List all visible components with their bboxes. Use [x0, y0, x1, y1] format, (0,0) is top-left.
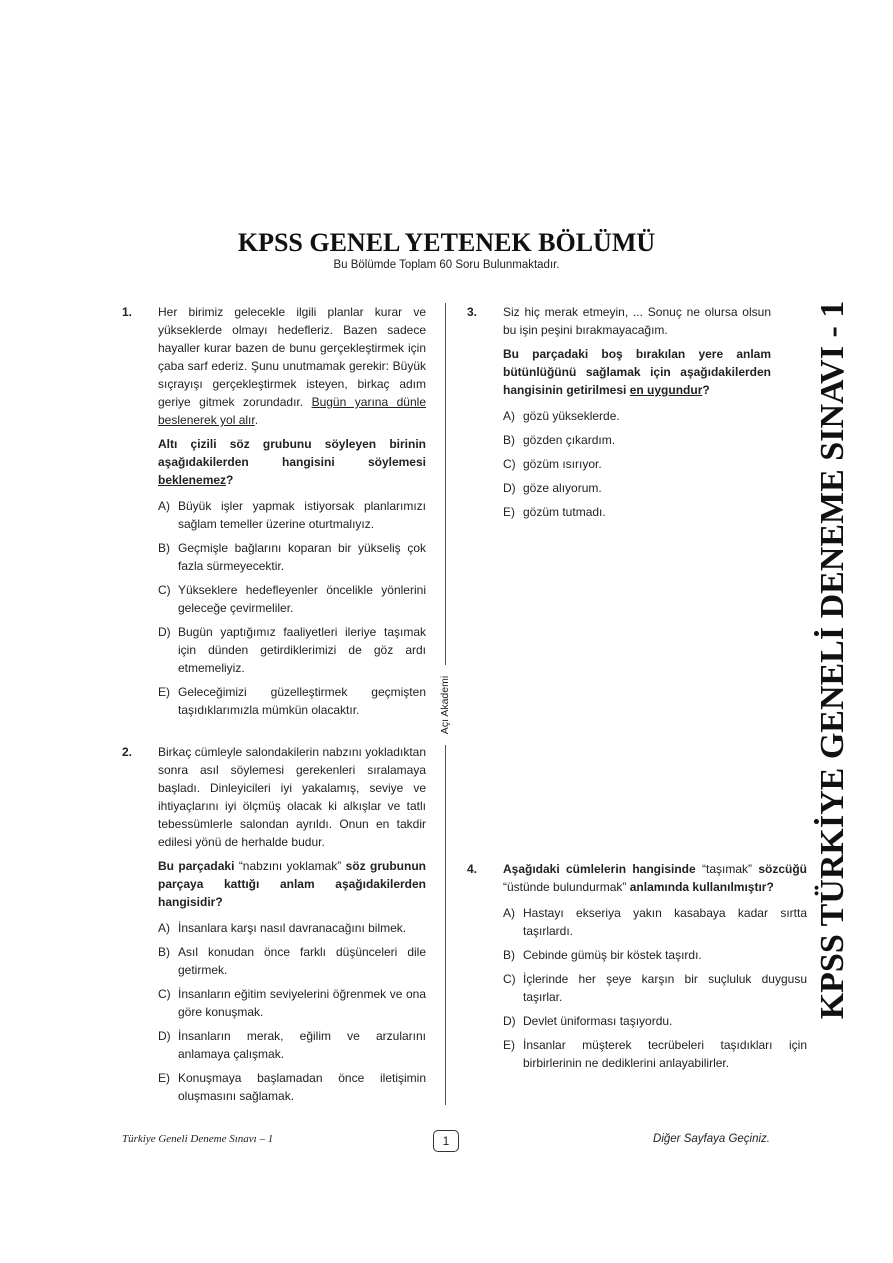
option-text: İnsanlara karşı nasıl davranacağını bilmek. [178, 921, 407, 935]
option-c[interactable] [503, 970, 807, 1006]
option-letter: B) [503, 948, 515, 962]
question-number: 1. [122, 305, 133, 319]
question-text: Birkaç cümleyle salondakilerin nabzını yokladıktan sonra asıl söylemesi gerekenleri sıralamaya başladı. Dinleyicileri iyi yakalamış, seviye ve ihtiyaçlarını iyi ölçmüş olacak ki alkışlar ve tatlı tebessümlerle salondan ayrıldı. Onun en takdir edilesi yönü de herhalde budur. [158, 745, 426, 849]
prompt-quote: “nabzını yoklamak” [238, 859, 342, 873]
question-text-end: . [254, 413, 259, 427]
publisher-watermark: Açı Akademi [439, 675, 451, 735]
question-prompt [503, 345, 771, 399]
option-letter: E) [503, 505, 515, 519]
answer-options [158, 497, 426, 719]
option-e[interactable] [158, 683, 426, 719]
option-letter: A) [503, 906, 515, 920]
option-b[interactable] [158, 539, 426, 575]
option-letter: E) [158, 1071, 170, 1085]
page-subtitle: Bu Bölümde Toplam 60 Soru Bulunmaktadır. [333, 259, 560, 271]
option-letter: C) [503, 972, 516, 986]
option-a[interactable] [503, 904, 807, 940]
question-1 [122, 303, 426, 719]
next-page-note: Diğer Sayfaya Geçiniz. [653, 1133, 770, 1145]
option-text: İnsanlar müşterek tecrübeleri taşıdıkları için birbirlerinin ne dediklerini anlayabilirler. [523, 1038, 807, 1070]
option-a[interactable] [503, 407, 771, 425]
option-a[interactable] [158, 919, 426, 937]
right-column [467, 303, 807, 1070]
prompt-part: söz grubunun parçaya kattığı anlam aşağıdakilerden hangisidir? [158, 859, 426, 909]
option-a[interactable] [158, 497, 426, 533]
option-letter: B) [158, 945, 170, 959]
option-letter: B) [503, 433, 515, 447]
option-letter: B) [158, 541, 170, 555]
option-d[interactable] [158, 623, 426, 677]
answer-options [158, 919, 426, 1105]
question-text-plain: Her birimiz gelecekle ilgili planlar kurar ve yükseklerde olmayı hedefleriz. Bazen sadece hayaller kurar bazen de bunu gerçekleştirmek için çaba sarf ederiz. Şunu unutmamak gerekir: Büyük sıçrayışı gerçekleştirmek isteyen, birkaç adım geriye gitmek zorundadır. [158, 305, 426, 409]
prompt-part: sözcüğü [758, 862, 807, 876]
option-text: Hastayı ekseriya yakın kasabaya kadar sırtta taşırlardı. [523, 906, 807, 938]
answer-options [503, 407, 771, 521]
prompt-part: Bu parçadaki [158, 859, 235, 873]
prompt-end: ? [702, 383, 710, 397]
question-3 [467, 303, 771, 521]
option-text: gözüm ısırıyor. [523, 457, 602, 471]
option-c[interactable] [158, 985, 426, 1021]
option-text: gözü yükseklerde. [523, 409, 620, 423]
prompt-underlined: beklenemez [158, 473, 227, 487]
page-title: KPSS GENEL YETENEK BÖLÜMÜ [237, 228, 656, 257]
option-e[interactable] [503, 503, 771, 521]
prompt-quote: “üstünde bulundurmak” [503, 880, 627, 894]
question-4 [467, 860, 807, 1078]
prompt-underlined: en uygundur [629, 383, 703, 397]
option-text: Cebinde gümüş bir köstek taşırdı. [523, 948, 702, 962]
option-letter: C) [503, 457, 516, 471]
option-text: İnsanların merak, eğilim ve arzularını anlamaya çalışmak. [178, 1029, 426, 1061]
page-number: 1 [433, 1130, 459, 1152]
prompt-end: ? [226, 473, 234, 487]
prompt-part: anlamında kullanılmıştır? [629, 880, 774, 894]
option-d[interactable] [503, 1012, 807, 1030]
column-divider-bottom [445, 745, 446, 1105]
option-text: Büyük işler yapmak istiyorsak planlarımızı sağlam temeller üzerine oturtmalıyız. [178, 499, 426, 531]
option-text: Geçmişle bağlarını koparan bir yükseliş çok fazla sürmeyecektir. [178, 541, 426, 573]
option-text: Bugün yaptığımız faaliyetleri ileriye taşımak için dünden getirdiklerimizi de göz ardı etmemeliyiz. [178, 625, 426, 675]
option-b[interactable] [503, 431, 771, 449]
option-b[interactable] [503, 946, 807, 964]
underlined-phrase: Bugün yarına dünle beslenerek yol alır [158, 395, 426, 427]
option-text: Asıl konudan önce farklı düşünceleri dile getirmek. [178, 945, 426, 977]
question-prompt [158, 857, 426, 911]
option-text: gözden çıkardım. [523, 433, 616, 447]
prompt-main: Altı çizili söz grubunu söyleyen birinin aşağıdakilerden hangisini söylemesi [158, 437, 426, 469]
option-letter: C) [158, 583, 171, 597]
option-text: Konuşmaya başlamadan önce iletişimin oluşmasını sağlamak. [178, 1071, 426, 1103]
option-text: Yükseklere hedefleyenler öncelikle yönlerini geleceğe çevirmeliler. [178, 583, 426, 615]
left-column [122, 303, 426, 1111]
option-letter: D) [158, 625, 171, 639]
question-text [158, 303, 426, 429]
option-letter: A) [503, 409, 515, 423]
prompt-part: Aşağıdaki cümlelerin hangisinde [503, 862, 696, 876]
exam-side-title: KPSS TÜRKİYE GENELİ DENEME SINAVI - 1 [814, 300, 851, 1020]
question-prompt [503, 860, 807, 896]
prompt-main: Bu parçadaki boş bırakılan yere anlam bütünlüğünü sağlamak için aşağıdakilerden hangisinin getirilmesi [503, 347, 771, 397]
option-letter: D) [503, 1014, 516, 1028]
option-c[interactable] [503, 455, 771, 473]
option-text: Geleceğimizi güzelleştirmek geçmişten taşıdıklarımızla mümkün olacaktır. [178, 685, 426, 717]
question-text: Siz hiç merak etmeyin, ... Sonuç ne olursa olsun bu işin peşini bırakmayacağım. [503, 305, 771, 337]
option-letter: A) [158, 499, 170, 513]
option-e[interactable] [503, 1036, 807, 1072]
question-number: 3. [467, 305, 478, 319]
option-d[interactable] [503, 479, 771, 497]
option-letter: A) [158, 921, 170, 935]
column-divider-top [445, 303, 446, 665]
answer-options [503, 904, 807, 1072]
option-letter: E) [158, 685, 170, 699]
option-text: Devlet üniforması taşıyordu. [523, 1014, 673, 1028]
option-text: göze alıyorum. [523, 481, 602, 495]
option-text: İnsanların eğitim seviyelerini öğrenmek ve ona göre konuşmak. [178, 987, 426, 1019]
option-text: gözüm tutmadı. [523, 505, 606, 519]
question-2 [122, 743, 426, 1105]
option-letter: D) [158, 1029, 171, 1043]
question-number: 4. [467, 862, 478, 876]
option-letter: C) [158, 987, 171, 1001]
option-letter: E) [503, 1038, 515, 1052]
question-number: 2. [122, 745, 133, 759]
question-prompt [158, 435, 426, 489]
option-c[interactable] [158, 581, 426, 617]
footer-exam-name: Türkiye Geneli Deneme Sınavı – 1 [122, 1133, 274, 1145]
option-b[interactable] [158, 943, 426, 979]
option-e[interactable] [158, 1069, 426, 1105]
prompt-quote: “taşımak” [701, 862, 752, 876]
option-d[interactable] [158, 1027, 426, 1063]
option-letter: D) [503, 481, 516, 495]
option-text: İçlerinde her şeye karşın bir suçluluk duygusu taşırlar. [523, 972, 807, 1004]
